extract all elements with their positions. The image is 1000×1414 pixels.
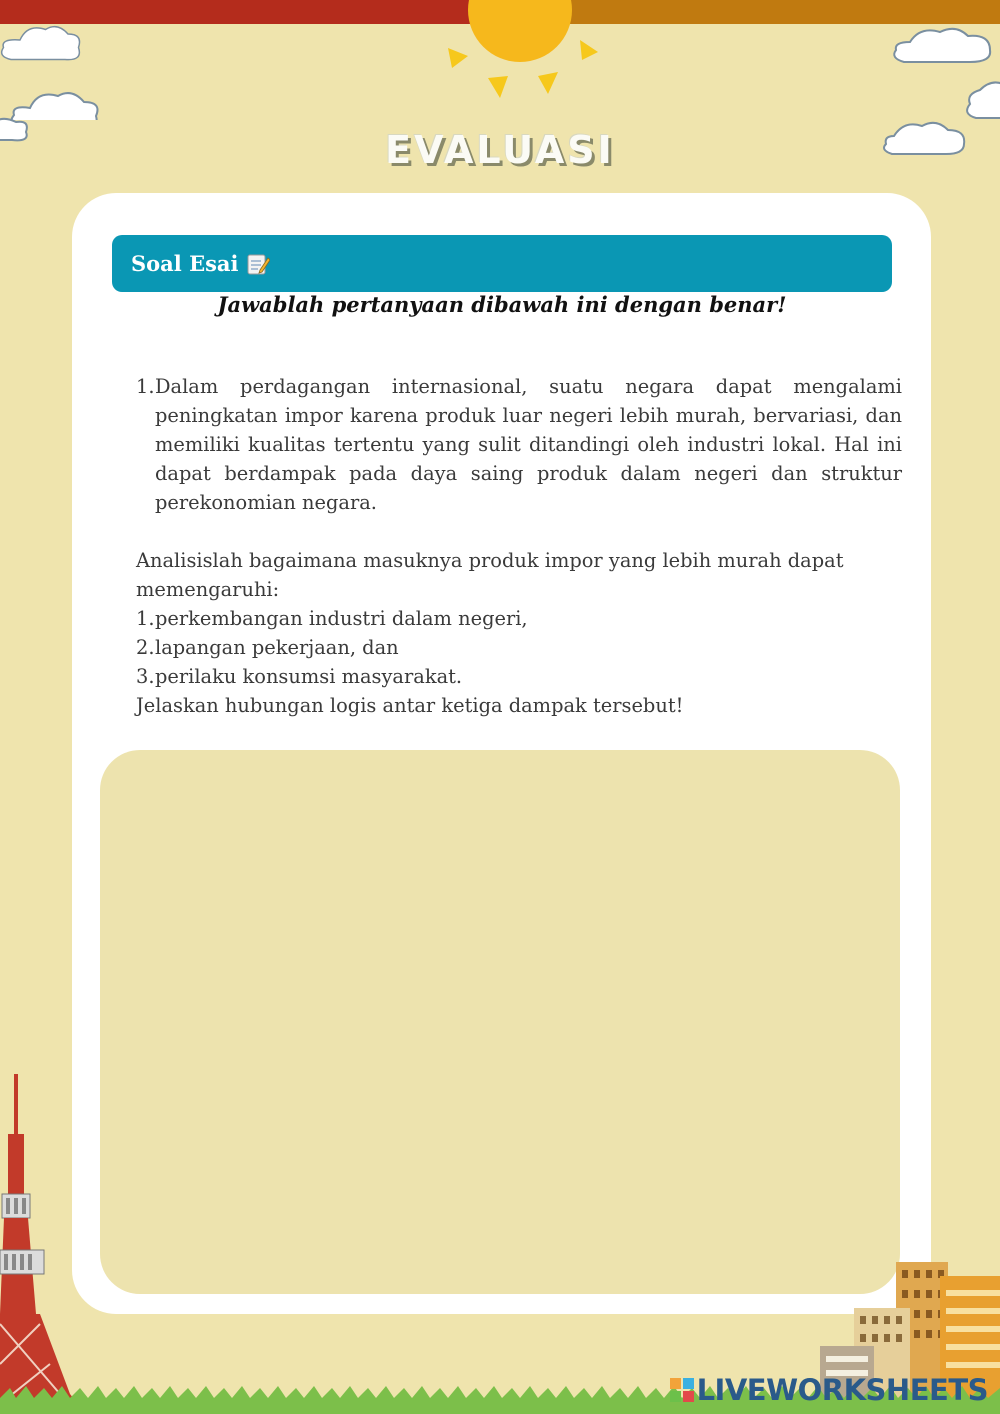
memo-icon — [246, 252, 270, 276]
analysis-intro: Analisislah bagaimana masuknya produk impor yang lebih murah dapat memengaruhi: — [136, 549, 844, 601]
brand-logo[interactable] — [669, 1374, 988, 1406]
analysis-prompt — [136, 546, 902, 720]
list-item — [136, 662, 902, 691]
sun-icon — [430, 0, 610, 110]
liveworksheets-logo-icon — [669, 1377, 695, 1403]
list-item — [136, 604, 902, 633]
cloud-icon — [0, 20, 130, 120]
list-item-number: 1. — [136, 607, 155, 630]
tower-icon — [0, 1074, 100, 1414]
instruction-text: Jawablah pertanyaan dibawah ini dengan benar! — [217, 292, 787, 317]
cloud-icon — [890, 20, 1000, 70]
brand-text: LIVEWORKSHEETS — [696, 1373, 988, 1407]
list-item-text: perkembangan industri dalam negeri, — [155, 607, 528, 630]
question-number: 1. — [136, 375, 155, 398]
question-text: Dalam perdagangan internasional, suatu negara dapat mengalami peningkatan impor karena produk luar negeri lebih murah, bervariasi, dan memiliki kualitas tertentu yang sulit ditandingi oleh industri lokal. Hal ini dapat berdampak pada daya saing produk dalam negeri dan struktur perekonomian negara. — [155, 375, 902, 514]
section-label: Soal Esai — [131, 251, 239, 276]
section-banner — [112, 235, 892, 292]
question-item — [136, 372, 902, 517]
list-item-number: 3. — [136, 665, 155, 688]
list-item-text: lapangan pekerjaan, dan — [155, 636, 399, 659]
list-item-text: perilaku konsumsi masyarakat. — [155, 665, 463, 688]
analysis-closing: Jelaskan hubungan logis antar ketiga dampak tersebut! — [136, 694, 684, 717]
answer-textbox[interactable] — [100, 750, 900, 1294]
page-title: EVALUASI — [385, 128, 615, 172]
list-item — [136, 633, 902, 662]
list-item-number: 2. — [136, 636, 155, 659]
